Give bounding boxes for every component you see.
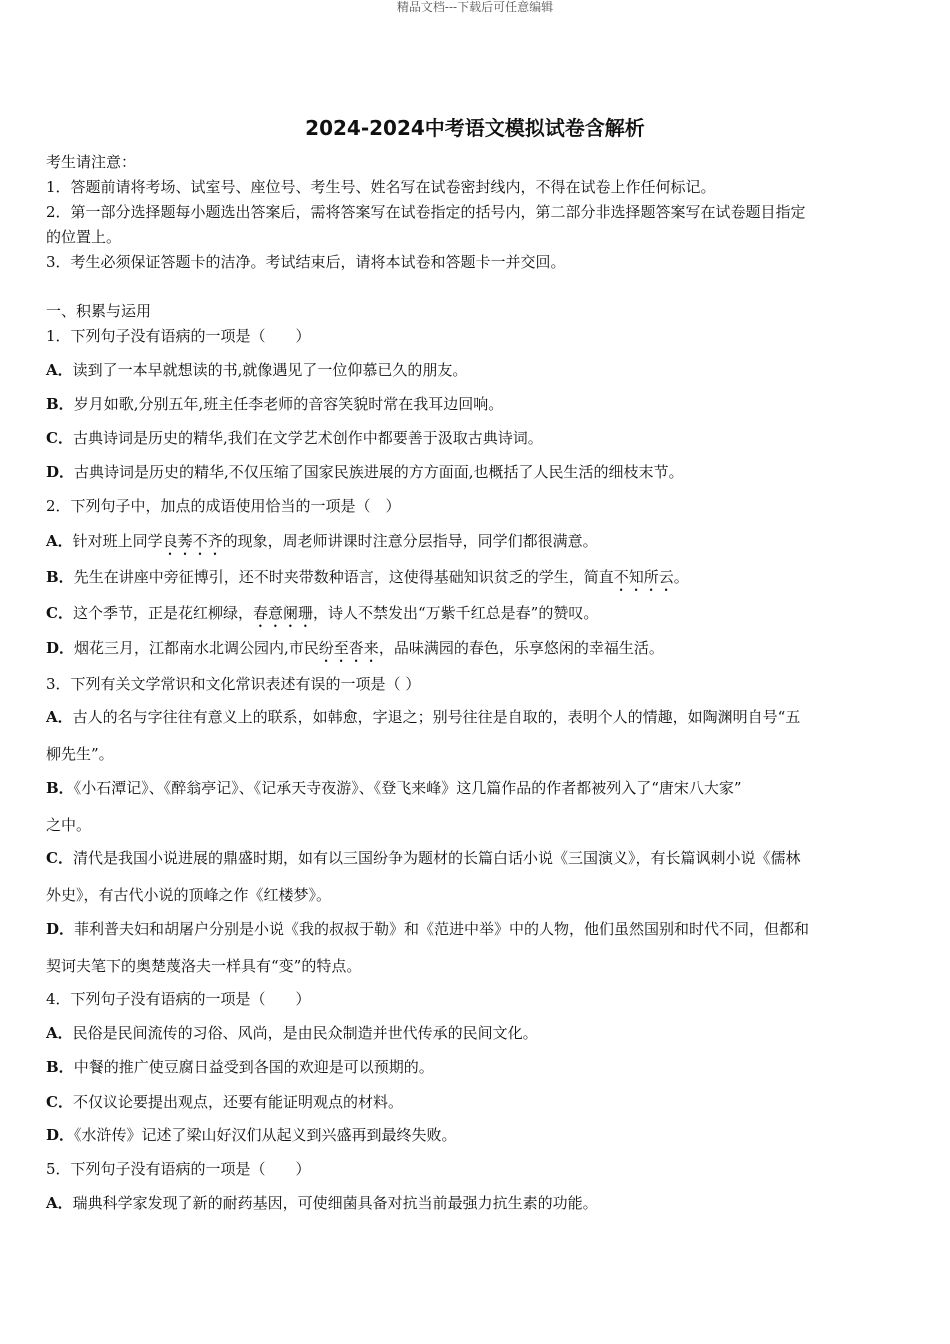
option-item (46, 638, 906, 666)
option-text: 清代是我国小说进展的鼎盛时期，如有以三国纷争为题材的长篇白话小说《三国演义》，有长篇讽刺小说《儒林 (72, 849, 801, 867)
option-text: 《水浒传》记述了梁山好汉们从起义到兴盛再到最终失败。 (74, 1126, 457, 1144)
option-item (46, 394, 906, 414)
dotted-idiom: 纷至沓来 (318, 639, 379, 657)
notice-item: 2．第一部分选择题每小题选出答案后，需将答案写在试卷指定的括号内，第二部分非选择题答案写在试卷题目指定 (46, 203, 806, 221)
option-continuation: 外史》，有古代小说的顶峰之作《红楼梦》。 (46, 886, 332, 904)
option-label: A． (46, 1194, 73, 1212)
option-item (46, 603, 906, 631)
option-label: C． (46, 604, 73, 622)
option-label: A． (46, 708, 73, 726)
option-label: A． (46, 532, 73, 550)
option-text: 这个季节，正是花红柳绿， (72, 604, 253, 622)
option-label: C． (46, 429, 73, 447)
option-item (46, 567, 906, 595)
section-heading: 一、积累与运用 (46, 302, 152, 320)
dotted-idiom: 良莠不齐 (162, 532, 223, 550)
option-label: C． (46, 1093, 73, 1111)
option-item (46, 1125, 906, 1145)
option-text: ，品味满园的春色，乐享悠闲的幸福生活。 (378, 639, 664, 657)
option-label: D． (46, 920, 75, 938)
option-label: D． (46, 639, 75, 657)
option-text: 古典诗词是历史的精华,我们在文学艺术创作中都要善于汲取古典诗词。 (72, 429, 543, 447)
option-item (46, 707, 906, 727)
notice-item: 1．答题前请将考场、试室号、座位号、考生号、姓名写在试卷密封线内，不得在试卷上作任何标记。 (46, 178, 716, 196)
notice-item: 3．考生必须保证答题卡的洁净。考试结束后，请将本试卷和答题卡一并交回。 (46, 253, 566, 271)
option-item (46, 1057, 906, 1077)
option-text: 瑞典科学家发现了新的耐药基因，可使细菌具备对抗当前最强力抗生素的功能。 (72, 1194, 598, 1212)
option-continuation: 之中。 (46, 816, 92, 834)
option-label: C． (46, 849, 73, 867)
option-text: 的现象，周老师讲课时注意分层指导，同学们都很满意。 (222, 532, 598, 550)
notice-heading: 考生请注意： (46, 153, 137, 171)
option-text: 古典诗词是历史的精华,不仅压缩了国家民族进展的方方面面,也概括了人民生活的细枝末节。 (74, 463, 684, 481)
option-text: 烟花三月，江都南水北调公园内,市民 (74, 639, 319, 657)
option-item (46, 360, 906, 380)
option-text: 古人的名与字往往有意义上的联系，如韩愈，字退之；别号往往是自取的，表明个人的情趣，如陶渊明自号“五 (72, 708, 801, 726)
option-label: B． (46, 779, 74, 797)
option-item (46, 1023, 906, 1043)
option-text: 。 (673, 568, 689, 586)
option-text: 《小石潭记》、《醉翁亭记》、《记承天寺夜游》、《登飞来峰》这几篇作品的作者都被列入了“唐宋八大家” (73, 779, 742, 797)
question-stem: 4．下列句子没有语病的一项是（ ） (46, 990, 311, 1008)
option-item (46, 848, 906, 868)
option-label: A． (46, 1024, 73, 1042)
option-item (46, 1193, 906, 1213)
option-item (46, 462, 906, 482)
option-label: A． (46, 361, 73, 379)
option-text: 菲利普夫妇和胡屠户分别是小说《我的叔叔于勒》和《范进中举》中的人物，他们虽然国别和时代不同，但都和 (74, 920, 810, 938)
page-header: 精品文档---下载后可任意编辑 (396, 0, 554, 14)
option-item (46, 778, 906, 798)
option-item (46, 919, 906, 939)
option-item (46, 531, 906, 559)
question-stem: 3．下列有关文学常识和文化常识表述有误的一项是（ ） (46, 675, 421, 693)
option-continuation: 契诃夫笔下的奥楚蔑洛夫一样具有“变”的特点。 (46, 957, 362, 975)
option-label: D． (46, 1126, 75, 1144)
option-text: ，诗人不禁发出“万紫千红总是春”的赞叹。 (312, 604, 599, 622)
option-text: 不仅议论要提出观点，还要有能证明观点的材料。 (72, 1093, 403, 1111)
option-text: 民俗是民间流传的习俗、风尚，是由民众制造并世代传承的民间文化。 (72, 1024, 538, 1042)
option-text: 针对班上同学 (72, 532, 163, 550)
question-stem: 2．下列句子中，加点的成语使用恰当的一项是（ ） (46, 497, 401, 515)
page-title: 2024-2024中考语文模拟试卷含解析 (305, 116, 645, 140)
notice-item: 的位置上。 (46, 228, 122, 246)
option-label: B． (46, 395, 74, 413)
option-label: B． (46, 1058, 74, 1076)
dotted-idiom: 不知所云 (613, 568, 674, 586)
option-item (46, 428, 906, 448)
option-label: B． (46, 568, 74, 586)
question-stem: 5．下列句子没有语病的一项是（ ） (46, 1160, 311, 1178)
option-text: 读到了一本早就想读的书,就像遇见了一位仰慕已久的朋友。 (72, 361, 468, 379)
option-text: 中餐的推广使豆腐日益受到各国的欢迎是可以预期的。 (73, 1058, 434, 1076)
option-continuation: 柳先生”。 (46, 745, 114, 763)
option-text: 先生在讲座中旁征博引，还不时夹带数种语言，这使得基础知识贫乏的学生，简直 (73, 568, 614, 586)
option-item (46, 1092, 906, 1112)
option-text: 岁月如歌,分别五年,班主任李老师的音容笑貌时常在我耳边回响。 (73, 395, 504, 413)
dotted-idiom: 春意阑珊 (252, 604, 313, 622)
question-stem: 1．下列句子没有语病的一项是（ ） (46, 327, 311, 345)
option-label: D． (46, 463, 75, 481)
